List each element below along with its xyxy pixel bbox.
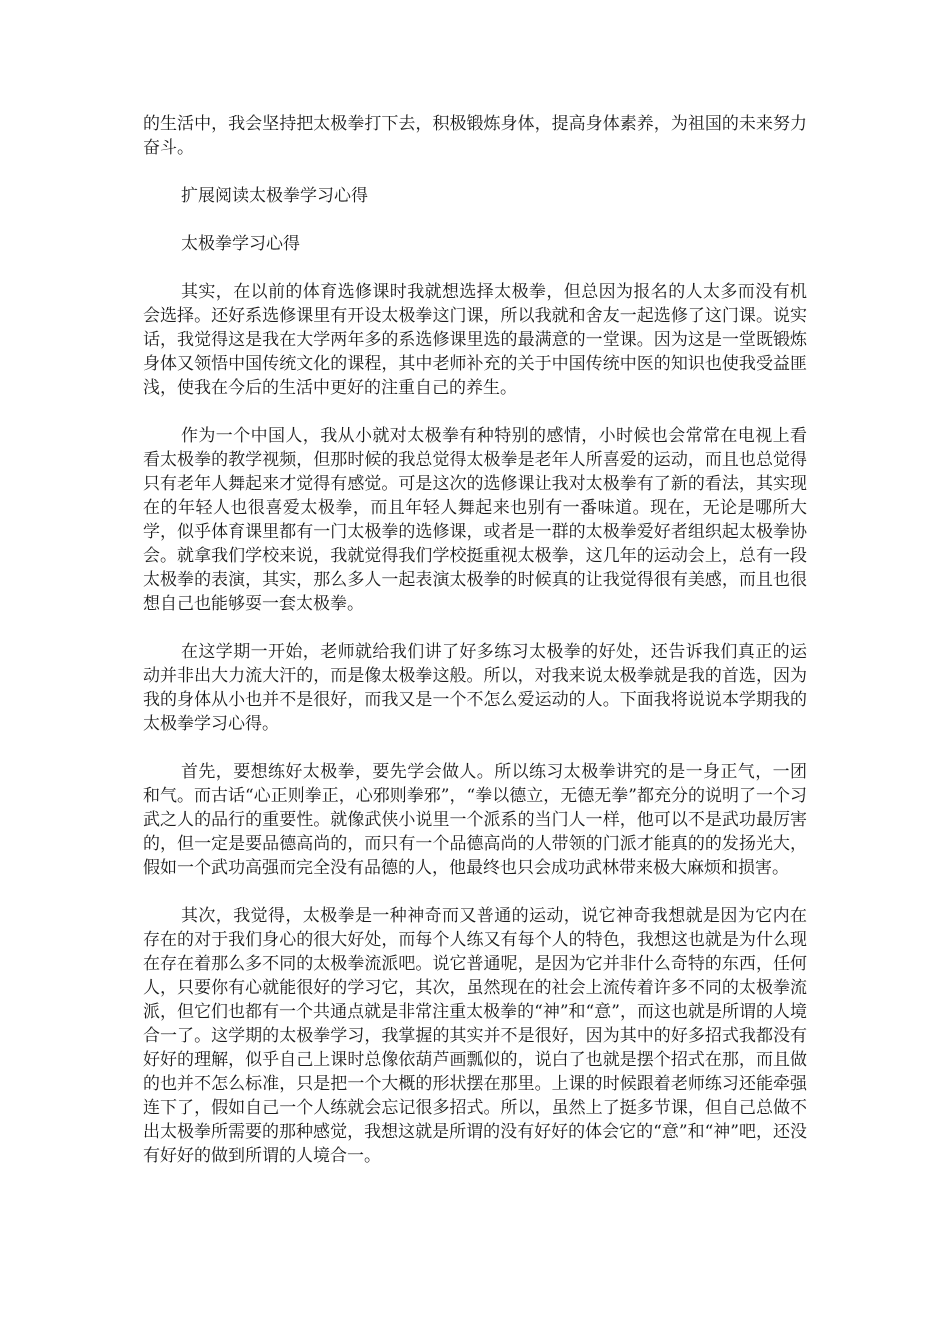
body-paragraph: 其实，在以前的体育选修课时我就想选择太极拳，但总因为报名的人太多而没有机会选择。还好系选修课里有开设太极拳这门课，所以我就和舍友一起选修了这门课。说实话，我觉得这是我在大学两年多的系选修课里选的最满意的一堂课。因为这是一堂既锻炼身体又领悟中国传统文化的课程，其中老师补充的关于中国传统中医的知识也使我受益匪浅，使我在今后的生活中更好的注重自己的养生。	[143, 282, 807, 398]
body-paragraph: 在这学期一开始，老师就给我们讲了好多练习太极拳的好处，还告诉我们真正的运动并非出大力流大汗的，而是像太极拳这般。所以，对我来说太极拳就是我的首选，因为我的身体从小也并不是很好，而我又是一个不怎么爱运动的人。下面我将说说本学期我的太极拳学习心得。	[143, 642, 807, 734]
body-paragraph: 首先，要想练好太极拳，要先学会做人。所以练习太极拳讲究的是一身正气，一团和气。而古话“心正则拳正，心邪则拳邪”，“拳以德立，无德无拳”都充分的说明了一个习武之人的品行的重要性。就像武侠小说里一个派系的当门人一样，他可以不是武功最厉害的，但一定是要品德高尚的，而只有一个品德高尚的人带领的门派才能真的的发扬光大，假如一个武功高强而完全没有品德的人，他最终也只会成功武林带来极大麻烦和损害。	[143, 762, 807, 878]
article-title: 太极拳学习心得	[181, 234, 300, 254]
section-heading-extended-reading: 扩展阅读太极拳学习心得	[181, 186, 368, 206]
document-body	[143, 112, 807, 1192]
paragraph-continuation: 的生活中，我会坚持把太极拳打下去，积极锻炼身体，提高身体素养，为祖国的未来努力奋斗。	[143, 114, 807, 158]
body-paragraph: 其次，我觉得，太极拳是一种神奇而又普通的运动，说它神奇我想就是因为它内在存在的对于我们身心的很大好处，而每个人练又有每个人的特色，我想这也就是为什么现在存在着那么多不同的太极拳流派吧。说它普通呢，是因为它并非什么奇特的东西，任何人，只要你有心就能很好的学习它，其次，虽然现在的社会上流传着许多不同的太极拳流派，但它们也都有一个共通点就是非常注重太极拳的“神”和“意”，而这也就是所谓的人境合一了。这学期的太极拳学习，我掌握的其实并不是很好，因为其中的好多招式我都没有好好的理解，似乎自己上课时总像依葫芦画瓢似的，说白了也就是摆个招式在那，而且做的也并不怎么标准，只是把一个大概的形状摆在那里。上课的时候跟着老师练习还能牵强连下了，假如自己一个人练就会忘记很多招式。所以，虽然上了挺多节课，但自己总做不出太极拳所需要的那种感觉，我想这就是所谓的没有好好的体会它的“意”和“神”吧，还没有好好的做到所谓的人境合一。	[143, 906, 807, 1166]
body-paragraph: 作为一个中国人，我从小就对太极拳有种特别的感情，小时候也会常常在电视上看看太极拳的教学视频，但那时候的我总觉得太极拳是老年人所喜爱的运动，而且也总觉得只有老年人舞起来才觉得有感觉。可是这次的选修课让我对太极拳有了新的看法，其实现在的年轻人也很喜爱太极拳，而且年轻人舞起来也别有一番味道。现在，无论是哪所大学，似乎体育课里都有一门太极拳的选修课，或者是一群的太极拳爱好者组织起太极拳协会。就拿我们学校来说，我就觉得我们学校挺重视太极拳，这几年的运动会上，总有一段太极拳的表演，其实，那么多人一起表演太极拳的时候真的让我觉得很有美感，而且也很想自己也能够耍一套太极拳。	[143, 426, 807, 614]
